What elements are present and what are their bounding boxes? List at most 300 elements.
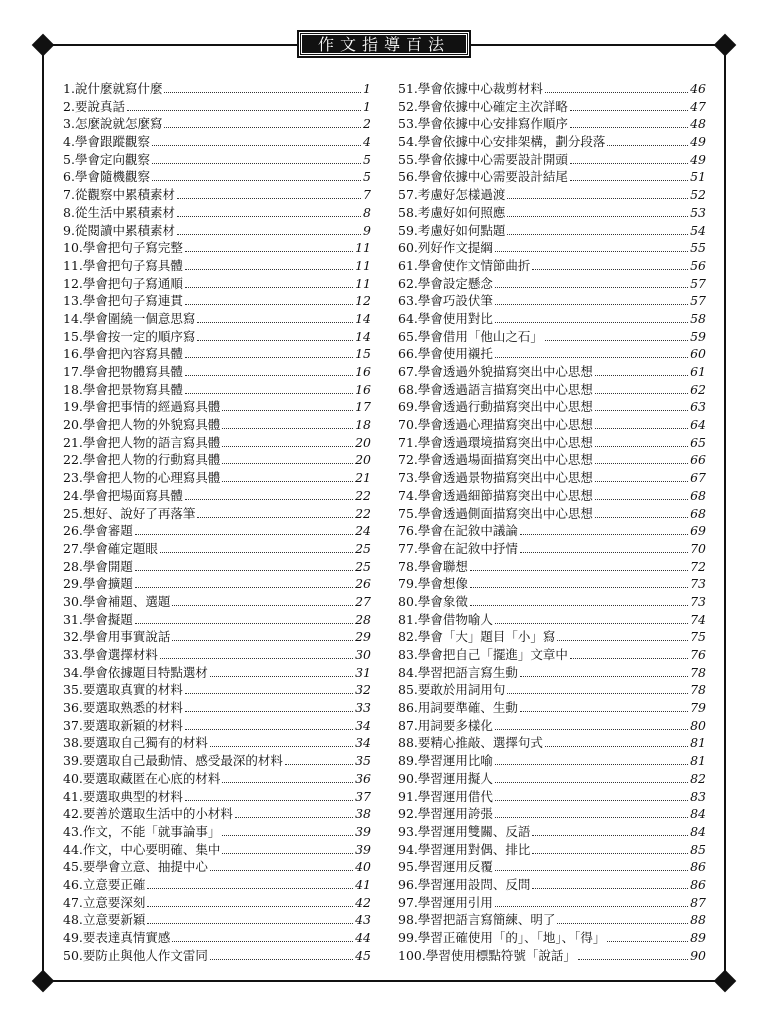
toc-entry-label: 學會依據中心安排架構，劃分段落 <box>417 134 606 150</box>
toc-entry[interactable] <box>398 381 706 399</box>
dot-leader <box>185 499 353 500</box>
toc-entry[interactable] <box>398 345 706 363</box>
toc-entry[interactable] <box>63 328 371 346</box>
toc-entry-page: 52 <box>690 187 706 203</box>
toc-entry-label: 學會擴題 <box>82 576 133 592</box>
toc-entry-number: 70. <box>398 417 418 433</box>
toc-entry[interactable] <box>63 894 371 912</box>
toc-entry[interactable] <box>63 628 371 646</box>
toc-entry[interactable] <box>398 98 706 116</box>
corner-diamond-icon <box>32 970 55 993</box>
toc-entry-label: 學會借用「他山之石」 <box>417 328 543 344</box>
toc-entry[interactable] <box>63 275 371 293</box>
toc-entry[interactable] <box>398 664 706 682</box>
dot-leader <box>185 393 353 394</box>
toc-entry-number: 34. <box>63 664 83 680</box>
toc-entry[interactable] <box>398 522 706 540</box>
toc-entry[interactable] <box>63 876 371 894</box>
toc-entry-page: 68 <box>690 505 706 521</box>
toc-entry-label: 學習運用雙關、反語 <box>417 823 531 839</box>
toc-entry[interactable] <box>63 646 371 664</box>
dot-leader <box>570 180 688 181</box>
toc-entry[interactable] <box>63 222 371 240</box>
toc-entry-number: 86. <box>398 700 418 716</box>
dot-leader <box>532 888 688 889</box>
dot-leader <box>222 410 353 411</box>
toc-entry[interactable] <box>63 699 371 717</box>
toc-entry[interactable] <box>63 522 371 540</box>
dot-leader <box>495 729 688 730</box>
toc-entry[interactable] <box>63 911 371 929</box>
toc-entry-label: 怎麼說就怎麼寫 <box>74 116 163 132</box>
toc-entry[interactable] <box>398 858 706 876</box>
toc-entry[interactable] <box>63 168 371 186</box>
toc-entry[interactable] <box>398 734 706 752</box>
toc-entry[interactable] <box>398 628 706 646</box>
toc-entry[interactable] <box>398 752 706 770</box>
dot-leader <box>545 746 688 747</box>
dot-leader <box>507 234 688 235</box>
toc-entry[interactable] <box>63 611 371 629</box>
toc-entry-label: 學習使用標點符號「說話」 <box>425 947 576 963</box>
toc-entry[interactable] <box>398 646 706 664</box>
toc-entry-page: 43 <box>355 912 371 928</box>
dot-leader <box>607 941 688 942</box>
toc-entry[interactable] <box>63 186 371 204</box>
toc-entry-number: 35. <box>63 682 83 698</box>
dot-leader <box>222 835 353 836</box>
toc-entry[interactable] <box>63 115 371 133</box>
toc-entry-page: 87 <box>690 894 706 910</box>
toc-entry[interactable] <box>63 788 371 806</box>
toc-entry-number: 64. <box>398 310 418 326</box>
toc-entry-page: 25 <box>355 540 371 556</box>
toc-entry-number: 25. <box>63 505 83 521</box>
toc-right-column <box>398 80 706 964</box>
toc-entry-number: 42. <box>63 806 83 822</box>
toc-entry[interactable] <box>63 239 371 257</box>
toc-entry-number: 6. <box>63 169 75 185</box>
toc-entry-label: 學會開題 <box>82 558 133 574</box>
toc-entry-label: 學會用事實說話 <box>82 629 171 645</box>
toc-entry-number: 29. <box>63 576 83 592</box>
toc-entry-number: 60. <box>398 240 418 256</box>
toc-entry[interactable] <box>63 841 371 859</box>
toc-entry[interactable] <box>63 717 371 735</box>
dot-leader <box>495 322 688 323</box>
toc-entry-label: 要敢於用詞用句 <box>417 682 506 698</box>
toc-entry[interactable] <box>398 310 706 328</box>
toc-entry-label: 學習把語言寫生動 <box>417 664 518 680</box>
toc-entry-label: 學會聯想 <box>417 558 468 574</box>
toc-entry-label: 學會把事情的經過寫具體 <box>82 399 221 415</box>
toc-entry[interactable] <box>63 505 371 523</box>
toc-entry-page: 73 <box>690 593 706 609</box>
dot-leader <box>507 693 688 694</box>
toc-entry-label: 用詞要準確、生動 <box>417 700 518 716</box>
toc-entry-number: 59. <box>398 222 418 238</box>
toc-entry-number: 47. <box>63 894 83 910</box>
toc-entry[interactable] <box>63 434 371 452</box>
toc-entry-label: 學會透過景物描寫突出中心思想 <box>417 470 593 486</box>
toc-entry[interactable] <box>398 451 706 469</box>
toc-entry[interactable] <box>63 363 371 381</box>
toc-entry[interactable] <box>398 434 706 452</box>
toc-entry-label: 學會在記敘中抒情 <box>417 540 518 556</box>
dot-leader <box>532 269 688 270</box>
toc-entry-label: 學習正確使用「的」、「地」、「得」 <box>417 930 606 945</box>
title-banner <box>299 32 469 56</box>
toc-entry[interactable] <box>398 823 706 841</box>
toc-entry-number: 62. <box>398 275 418 291</box>
toc-entry-page: 49 <box>690 151 706 167</box>
toc-entry[interactable] <box>398 593 706 611</box>
toc-entry[interactable] <box>398 717 706 735</box>
toc-entry-page: 30 <box>355 647 371 662</box>
dot-leader <box>210 870 353 871</box>
toc-entry[interactable] <box>63 929 371 947</box>
toc-entry-page: 2 <box>363 116 371 132</box>
toc-entry[interactable] <box>398 540 706 558</box>
toc-entry[interactable] <box>63 98 371 116</box>
toc-entry-number: 61. <box>398 257 418 273</box>
toc-entry-number: 89. <box>398 753 418 769</box>
toc-entry[interactable] <box>398 770 706 788</box>
toc-entry-number: 12. <box>63 275 83 291</box>
toc-entry[interactable] <box>63 204 371 222</box>
toc-entry-page: 39 <box>355 823 371 839</box>
dot-leader <box>285 764 353 765</box>
toc-entry-page: 84 <box>690 806 706 822</box>
toc-entry-label: 學會把人物的心理寫具體 <box>82 470 221 486</box>
toc-entry-label: 從生活中累積素材 <box>74 204 175 220</box>
toc-entry-page: 63 <box>690 399 706 415</box>
toc-entry-number: 32. <box>63 629 83 645</box>
toc-entry-number: 39. <box>63 753 83 769</box>
toc-entry-number: 28. <box>63 558 83 574</box>
toc-entry-label: 學會補題、選題 <box>82 593 171 609</box>
dot-leader <box>495 287 688 288</box>
toc-entry-number: 48. <box>63 912 83 928</box>
dot-leader <box>578 959 688 960</box>
toc-entry[interactable] <box>398 894 706 912</box>
toc-entry-page: 7 <box>363 187 371 203</box>
toc-entry[interactable] <box>63 805 371 823</box>
toc-entry-label: 要說真話 <box>74 98 125 114</box>
toc-entry-label: 學會使用對比 <box>417 310 493 326</box>
dot-leader <box>470 605 688 606</box>
toc-entry-page: 54 <box>690 222 706 238</box>
dot-leader <box>185 287 353 288</box>
dot-leader <box>595 517 688 518</box>
toc-entry[interactable] <box>398 487 706 505</box>
dot-leader <box>160 658 353 659</box>
toc-entry-page: 66 <box>690 452 706 468</box>
toc-entry-number: 37. <box>63 717 83 733</box>
toc-entry[interactable] <box>63 345 371 363</box>
toc-entry[interactable] <box>63 947 371 965</box>
frame-left-line <box>42 44 44 980</box>
toc-entry-page: 44 <box>355 930 371 945</box>
toc-entry-page: 51 <box>690 169 706 185</box>
toc-entry[interactable] <box>63 681 371 699</box>
toc-entry-page: 31 <box>355 664 371 680</box>
dot-leader <box>470 587 688 588</box>
toc-entry-page: 81 <box>690 753 706 769</box>
toc-entry-label: 學會使用襯托 <box>417 346 493 362</box>
toc-entry-label: 要選取自己獨有的材料 <box>82 735 208 751</box>
toc-entry-number: 19. <box>63 399 83 415</box>
toc-entry-label: 學會圍繞一個意思寫 <box>82 310 196 326</box>
toc-entry-number: 44. <box>63 841 83 857</box>
toc-entry-page: 40 <box>355 859 371 875</box>
toc-entry[interactable] <box>63 664 371 682</box>
dot-leader <box>507 198 688 199</box>
dot-leader <box>495 906 688 907</box>
toc-entry-page: 41 <box>355 876 371 892</box>
toc-entry-page: 20 <box>355 434 371 450</box>
toc-entry[interactable] <box>398 398 706 416</box>
toc-entry[interactable] <box>63 593 371 611</box>
toc-entry-number: 84. <box>398 664 418 680</box>
toc-entry[interactable] <box>398 841 706 859</box>
toc-entry[interactable] <box>398 911 706 929</box>
dot-leader <box>607 145 688 146</box>
toc-entry-number: 18. <box>63 381 83 397</box>
toc-entry-number: 67. <box>398 364 418 379</box>
toc-entry[interactable] <box>398 80 706 98</box>
toc-entry[interactable] <box>398 558 706 576</box>
dot-leader <box>147 923 353 924</box>
toc-entry[interactable] <box>63 734 371 752</box>
toc-entry-page: 69 <box>690 523 706 539</box>
toc-entry-page: 86 <box>690 876 706 892</box>
toc-entry-label: 學會使作文情節曲折 <box>417 257 531 273</box>
toc-entry-label: 立意要新穎 <box>82 912 146 928</box>
toc-entry[interactable] <box>398 133 706 151</box>
toc-entry-label: 學習運用比喻 <box>417 753 493 769</box>
toc-entry-label: 學會審題 <box>82 523 133 539</box>
toc-entry-page: 57 <box>690 293 706 309</box>
toc-entry[interactable] <box>398 416 706 434</box>
toc-entry[interactable] <box>398 151 706 169</box>
toc-entry[interactable] <box>63 770 371 788</box>
toc-entry-label: 學會透過細節描寫突出中心思想 <box>417 487 593 503</box>
toc-entry[interactable] <box>398 929 706 947</box>
dot-leader <box>520 676 688 677</box>
toc-entry-number: 80. <box>398 593 418 609</box>
dot-leader <box>164 127 361 128</box>
dot-leader <box>557 923 688 924</box>
dot-leader <box>595 463 688 464</box>
toc-entry-label: 學會象徵 <box>417 593 468 609</box>
toc-entry-page: 26 <box>355 576 371 592</box>
toc-entry-page: 78 <box>690 664 706 680</box>
toc-entry[interactable] <box>63 398 371 416</box>
toc-entry[interactable] <box>398 292 706 310</box>
dot-leader <box>532 835 688 836</box>
toc-left-column <box>63 80 371 964</box>
dot-leader <box>185 693 353 694</box>
toc-entry[interactable] <box>398 257 706 275</box>
toc-entry-number: 4. <box>63 134 75 150</box>
toc-entry-number: 8. <box>63 204 75 220</box>
toc-entry[interactable] <box>398 876 706 894</box>
toc-entry[interactable] <box>63 469 371 487</box>
toc-entry-number: 65. <box>398 328 418 344</box>
frame-right-line <box>724 44 726 980</box>
toc-entry-label: 學會選擇材料 <box>82 647 158 662</box>
dot-leader <box>595 393 688 394</box>
toc-entry-number: 45. <box>63 859 83 875</box>
toc-entry[interactable] <box>63 575 371 593</box>
toc-entry[interactable] <box>398 168 706 186</box>
dot-leader <box>185 269 353 270</box>
toc-entry[interactable] <box>398 328 706 346</box>
toc-entry-number: 79. <box>398 576 418 592</box>
toc-entry-page: 62 <box>690 381 706 397</box>
toc-entry-label: 學習運用借代 <box>417 788 493 804</box>
toc-entry-label: 學會把景物寫具體 <box>82 381 183 397</box>
toc-entry-number: 68. <box>398 381 418 397</box>
toc-entry[interactable] <box>63 151 371 169</box>
toc-entry-number: 38. <box>63 735 83 751</box>
toc-entry[interactable] <box>398 204 706 222</box>
dot-leader <box>570 658 688 659</box>
toc-entry-label: 學會把人物的語言寫具體 <box>82 434 221 450</box>
toc-entry[interactable] <box>398 611 706 629</box>
toc-entry[interactable] <box>63 451 371 469</box>
toc-entry-number: 66. <box>398 346 418 362</box>
dot-leader <box>164 92 361 93</box>
toc-entry-label: 學會透過外貌描寫突出中心思想 <box>417 364 593 379</box>
toc-entry-label: 立意要正確 <box>82 876 146 892</box>
dot-leader <box>545 340 688 341</box>
toc-entry-page: 58 <box>690 310 706 326</box>
toc-entry-number: 40. <box>63 770 83 786</box>
toc-entry-number: 92. <box>398 806 418 822</box>
dot-leader <box>520 711 688 712</box>
toc-entry[interactable] <box>63 752 371 770</box>
dot-leader <box>532 853 688 854</box>
toc-entry-page: 65 <box>690 434 706 450</box>
toc-entry[interactable] <box>63 416 371 434</box>
toc-entry-label: 學會依據題目特點選材 <box>82 664 208 680</box>
toc-entry-number: 94. <box>398 841 418 857</box>
toc-entry[interactable] <box>63 558 371 576</box>
dot-leader <box>185 800 353 801</box>
toc-entry[interactable] <box>398 275 706 293</box>
toc-entry-page: 73 <box>690 576 706 592</box>
toc-entry-page: 24 <box>355 523 371 539</box>
toc-entry[interactable] <box>398 575 706 593</box>
dot-leader <box>160 552 353 553</box>
toc-entry-page: 88 <box>690 912 706 928</box>
toc-entry[interactable] <box>398 788 706 806</box>
toc-entry-page: 15 <box>355 346 371 362</box>
toc-entry-page: 74 <box>690 611 706 627</box>
toc-entry[interactable] <box>398 699 706 717</box>
toc-entry[interactable] <box>398 115 706 133</box>
toc-entry-number: 22. <box>63 452 83 468</box>
toc-entry-page: 81 <box>690 735 706 751</box>
toc-entry-page: 37 <box>355 788 371 804</box>
dot-leader <box>507 216 688 217</box>
toc-entry-label: 學會把人物的外貌寫具體 <box>82 417 221 433</box>
toc-entry-label: 學會依據中心確定主次詳略 <box>417 98 568 114</box>
toc-entry-label: 學會巧設伏筆 <box>417 293 493 309</box>
toc-entry[interactable] <box>398 363 706 381</box>
dot-leader <box>495 357 688 358</box>
toc-entry-page: 34 <box>355 735 371 751</box>
toc-entry[interactable] <box>398 186 706 204</box>
toc-entry[interactable] <box>63 858 371 876</box>
toc-entry-label: 學會把句子寫連貫 <box>82 293 183 309</box>
toc-entry[interactable] <box>63 133 371 151</box>
toc-entry-number: 20. <box>63 417 83 433</box>
toc-entry-page: 57 <box>690 275 706 291</box>
toc-entry[interactable] <box>63 257 371 275</box>
dot-leader <box>495 251 688 252</box>
toc-entry-label: 要精心推敲、選擇句式 <box>417 735 543 751</box>
toc-entry[interactable] <box>63 310 371 328</box>
toc-entry-label: 學會跟蹤觀察 <box>74 134 150 150</box>
toc-entry-number: 82. <box>398 629 418 645</box>
dot-leader <box>570 127 688 128</box>
toc-entry-page: 32 <box>355 682 371 698</box>
toc-entry[interactable] <box>63 487 371 505</box>
toc-entry[interactable] <box>63 540 371 558</box>
toc-entry[interactable] <box>398 222 706 240</box>
toc-entry-number: 13. <box>63 293 83 309</box>
dot-leader <box>210 746 353 747</box>
toc-entry-label: 學會透過場面描寫突出中心思想 <box>417 452 593 468</box>
toc-entry-number: 7. <box>63 187 75 203</box>
toc-entry-label: 要善於選取生活中的小材料 <box>82 806 233 822</box>
toc-entry[interactable] <box>398 469 706 487</box>
toc-entry-number: 95. <box>398 859 418 875</box>
toc-entry-page: 39 <box>355 841 371 857</box>
toc-entry[interactable] <box>63 292 371 310</box>
toc-entry-page: 89 <box>690 930 706 945</box>
toc-entry-number: 69. <box>398 399 418 415</box>
toc-entry-label: 要防止與他人作文雷同 <box>82 947 208 963</box>
toc-entry-page: 47 <box>690 98 706 114</box>
toc-entry[interactable] <box>398 805 706 823</box>
toc-entry[interactable] <box>63 823 371 841</box>
toc-entry[interactable] <box>398 681 706 699</box>
toc-entry[interactable] <box>398 947 706 965</box>
toc-entry-label: 學會借物喻人 <box>417 611 493 627</box>
toc-entry-page: 79 <box>690 700 706 716</box>
toc-entry-number: 31. <box>63 611 83 627</box>
toc-entry-number: 36. <box>63 700 83 716</box>
toc-entry[interactable] <box>63 80 371 98</box>
toc-entry-label: 學會依據中心安排寫作順序 <box>417 116 568 132</box>
toc-entry-page: 84 <box>690 823 706 839</box>
toc-entry-label: 作文，不能「就事論事」 <box>82 823 221 839</box>
toc-entry-label: 學會定向觀察 <box>74 151 150 167</box>
toc-entry-page: 8 <box>363 204 371 220</box>
toc-entry[interactable] <box>398 239 706 257</box>
toc-entry[interactable] <box>63 381 371 399</box>
dot-leader <box>495 870 688 871</box>
toc-entry[interactable] <box>398 505 706 523</box>
toc-entry-page: 53 <box>690 204 706 220</box>
toc-entry-number: 21. <box>63 434 83 450</box>
dot-leader <box>222 782 353 783</box>
toc-entry-label: 想好、說好了再落筆 <box>82 505 196 521</box>
